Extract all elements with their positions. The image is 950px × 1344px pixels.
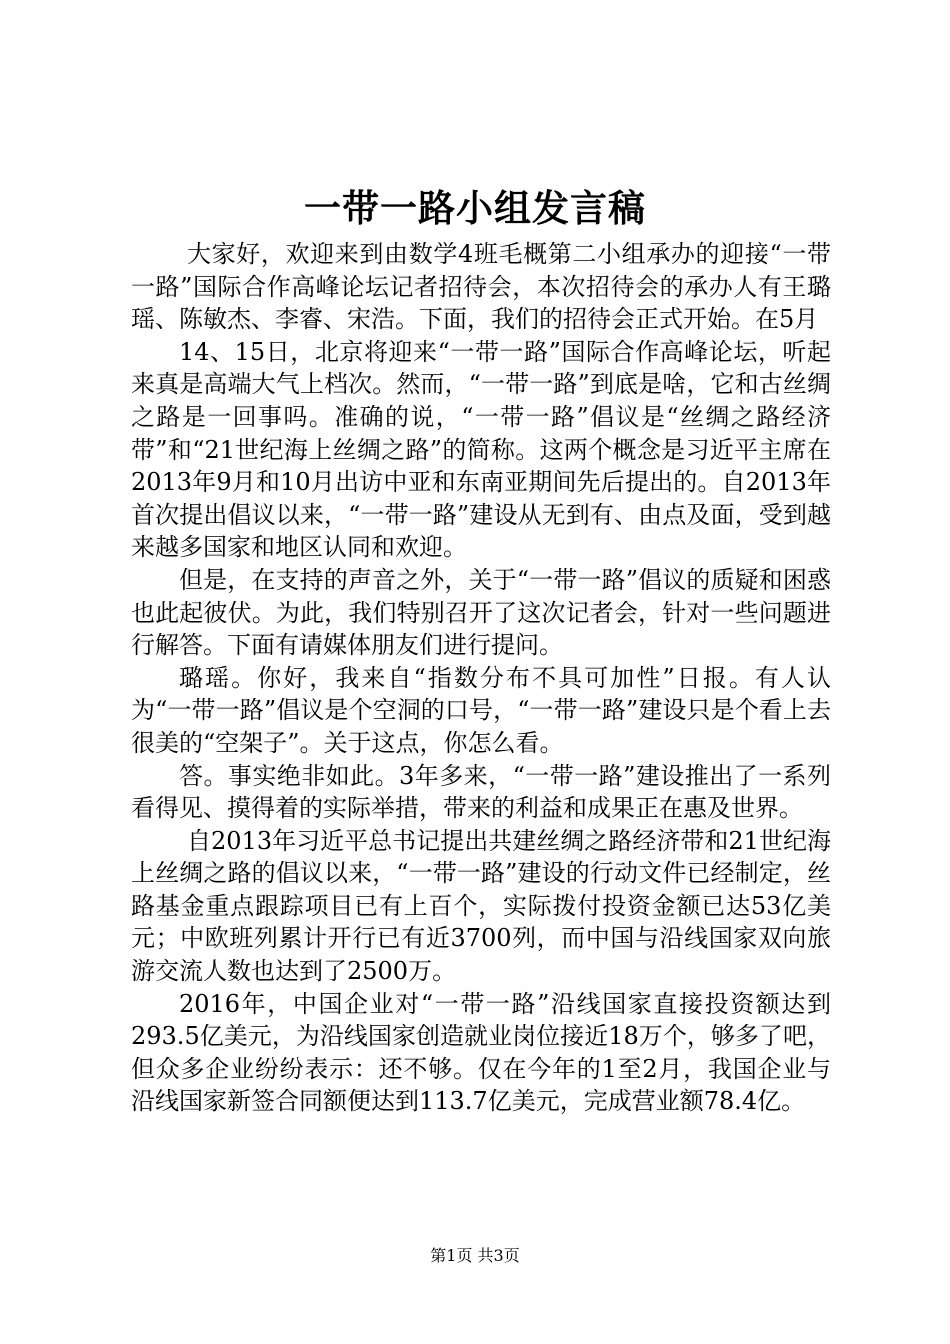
paragraph-intro: 大家好，欢迎来到由数学4班毛概第二小组承办的迎接“一带一路”国际合作高峰论坛记者招待会，本次招待会的承办人有王璐瑶、陈敏杰、李睿、宋浩。下面，我们的招待会正式开始。在5月 — [131, 240, 831, 334]
paragraph-investment: 2016年，中国企业对“一带一路”沿线国家直接投资额达到293.5亿美元，为沿线国家创造就业岗位接近18万个，够多了吧，但众多企业纷纷表示：还不够。仅在今年的1至2月，我国企业与沿线国家新签合同额便达到113.7亿美元，完成营业额78.4亿。 — [131, 989, 831, 1116]
paragraph-doubts: 但是，在支持的声音之外，关于“一带一路”倡议的质疑和困惑也此起彼伏。为此，我们特别召开了这次记者会，针对一些问题进行解答。下面有请媒体朋友们进行提问。 — [131, 565, 831, 660]
paragraph-answer: 答。事实绝非如此。3年多来，“一带一路”建设推出了一系列看得见、摸得着的实际举措，带来的利益和成果正在惠及世界。 — [131, 761, 831, 823]
document-title: 一带一路小组发言稿 — [304, 186, 646, 230]
document-body — [131, 238, 831, 1118]
paragraph-question: 璐瑶。你好，我来自“指数分布不具可加性”日报。有人认为“一带一路”倡议是个空洞的口号，“一带一路”建设只是个看上去很美的“空架子”。关于这点，你怎么看。 — [131, 663, 831, 757]
page-footer: 第1页 共3页 — [430, 1246, 520, 1265]
paragraph-forum-background: 14、15日，北京将迎来“一带一路”国际合作高峰论坛，听起来真是高端大气上档次。然而，“一带一路”到底是啥，它和古丝绸之路是一回事吗。准确的说，“一带一路”倡议是“丝绸之路经济带”和“21世纪海上丝绸之路”的简称。这两个概念是习近平主席在2013年9月和10月出访中亚和东南亚期间先后提出的。自2013年首次提出倡议以来，“一带一路”建设从无到有、由点及面，受到越来越多国家和地区认同和欢迎。 — [131, 337, 831, 562]
paragraph-achievements: 自2013年习近平总书记提出共建丝绸之路经济带和21世纪海上丝绸之路的倡议以来，“一带一路”建设的行动文件已经制定，丝路基金重点跟踪项目已有上百个，实际拨付投资金额已达53亿美元；中欧班列累计开行已有近3700列，而中国与沿线国家双向旅游交流人数也达到了2500万。 — [131, 826, 831, 986]
